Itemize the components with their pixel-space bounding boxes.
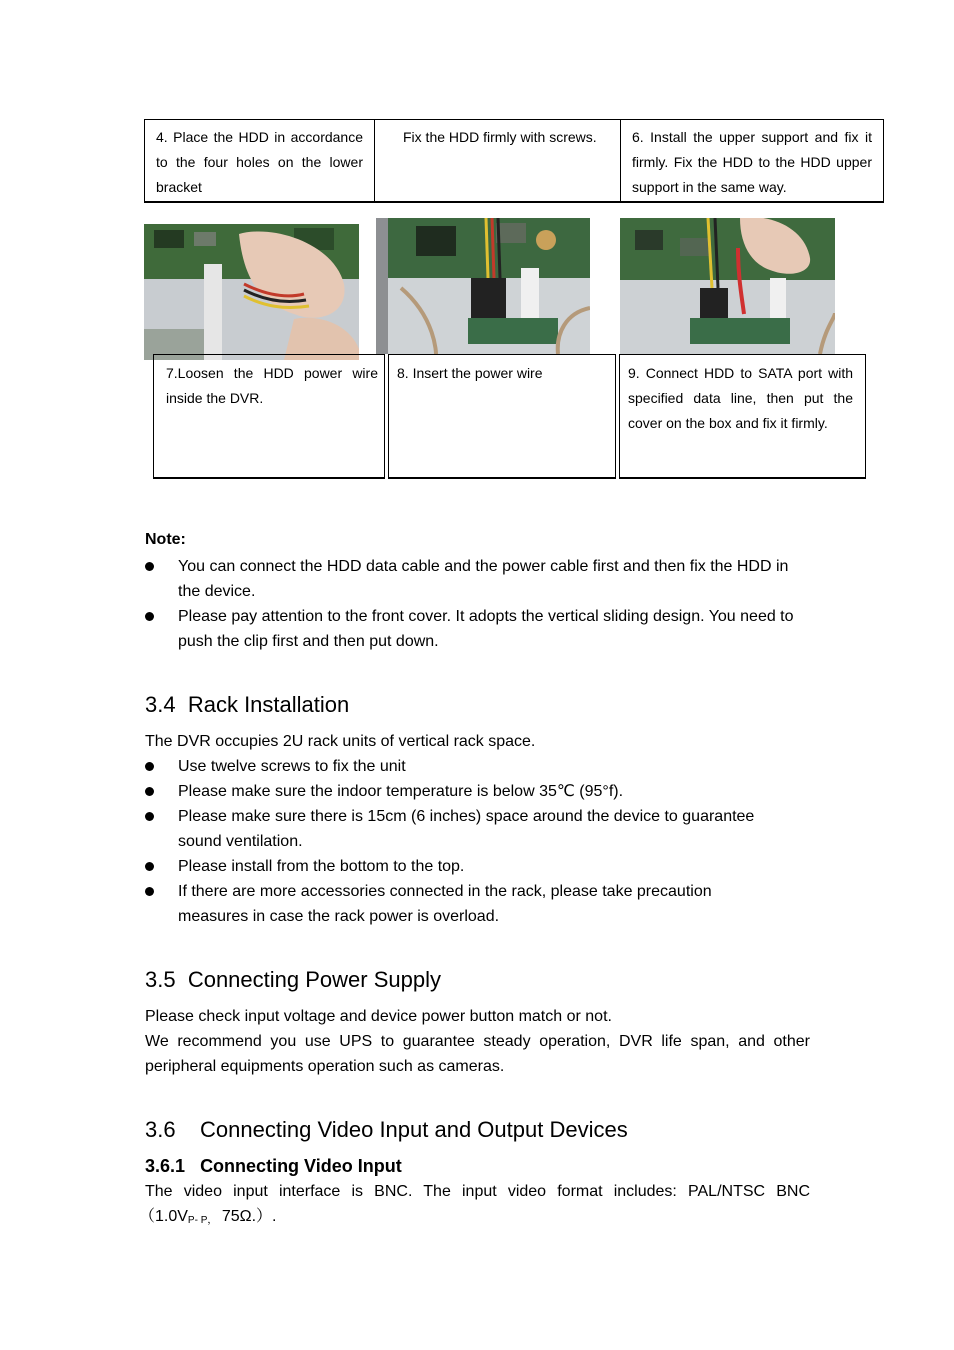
rack-bullet-4: [145, 854, 815, 879]
section-3-6-heading: [145, 1116, 628, 1144]
subsection-number: 3.6.1: [145, 1156, 186, 1176]
video-spec-open: （1.0V: [139, 1208, 188, 1225]
video-input-line-2: [139, 1204, 810, 1233]
section-3-6-1-heading: [145, 1154, 402, 1178]
table-cell-step-6: [620, 119, 884, 203]
note-label: Note:: [145, 531, 186, 548]
note-item-2: Please pay attention to the front cover. It adopts the vertical sliding design. You need to push the clip first and then put down.: [178, 608, 794, 650]
note-item-1: You can connect the HDD data cable and the power cable first and then fix the HDD in the device.: [178, 558, 789, 600]
rack-item-5: If there are more accessories connected in the rack, please take precaution measures in case the rack power is overload.: [178, 883, 712, 925]
rack-item-4: Please install from the bottom to the top.: [178, 858, 465, 875]
section-3-4-intro: The DVR occupies 2U rack units of vertical rack space.: [145, 733, 536, 750]
section-title: Connecting Video Input and Output Devices: [200, 1117, 628, 1142]
video-input-line-1: The video input interface is BNC. The input video format includes: PAL/NTSC BNC: [145, 1183, 810, 1200]
table-cell-step-5: [374, 119, 621, 203]
video-spec-sub: P- P，: [187, 1215, 218, 1226]
power-para-1: Please check input voltage and device power button match or not.: [145, 1008, 612, 1025]
section-title: Connecting Power Supply: [187, 967, 441, 992]
bullet-icon: [145, 762, 154, 771]
table-cell-step-9: [619, 354, 866, 479]
bullet-icon: [145, 562, 154, 571]
section-3-5-heading: [145, 966, 441, 994]
note-bullet-1: [145, 554, 815, 604]
power-para-2: We recommend you use UPS to guarantee steady operation, DVR life span, and other peripheral equipments operation such as cameras.: [145, 1033, 810, 1075]
table-cell-step-4: [144, 119, 375, 203]
table-cell-step-7: [153, 354, 385, 479]
video-spec-close: 75Ω.）.: [217, 1208, 277, 1225]
section-number: 3.4: [145, 692, 176, 717]
bullet-icon: [145, 612, 154, 621]
sata-connection-photo: [620, 218, 835, 354]
rack-bullet-5: [145, 879, 815, 929]
rack-bullet-2: [145, 779, 815, 804]
video-input-para: [139, 1179, 810, 1233]
rack-bullet-3: [145, 804, 815, 854]
rack-bullet-1: [145, 754, 815, 779]
section-3-4-heading: [145, 691, 349, 719]
table-cell-step-8: [388, 354, 616, 479]
bullet-icon: [145, 787, 154, 796]
rack-item-3: Please make sure there is 15cm (6 inches) space around the device to guarantee sound ventilation.: [178, 808, 755, 850]
bullet-icon: [145, 862, 154, 871]
section-number: 3.5: [145, 967, 176, 992]
section-title: Rack Installation: [187, 692, 350, 717]
power-wire-photo: [376, 218, 590, 354]
rack-item-1: Use twelve screws to fix the unit: [178, 758, 406, 775]
section-number: 3.6: [145, 1117, 176, 1142]
step-9-text: 9. Connect HDD to SATA port with specified data line, then put the cover on the box and fix it firmly.: [628, 365, 853, 431]
rack-item-2: Please make sure the indoor temperature is below 35℃ (95°f).: [178, 783, 624, 800]
bullet-icon: [145, 812, 154, 821]
step-7-text: 7.Loosen the HDD power wire inside the DVR.: [166, 365, 378, 406]
step-8-text: 8. Insert the power wire: [397, 365, 543, 381]
hdd-wiring-photo: [144, 224, 359, 360]
step-4-text: 4. Place the HDD in accordance to the four holes on the lower bracket: [156, 129, 363, 195]
step-5-text: Fix the HDD firmly with screws.: [403, 129, 597, 145]
subsection-title: Connecting Video Input: [200, 1156, 402, 1176]
step-6-text: 6. Install the upper support and fix it firmly. Fix the HDD to the HDD upper support in the same way.: [632, 129, 872, 195]
bullet-icon: [145, 887, 154, 896]
note-bullet-2: [145, 604, 815, 654]
